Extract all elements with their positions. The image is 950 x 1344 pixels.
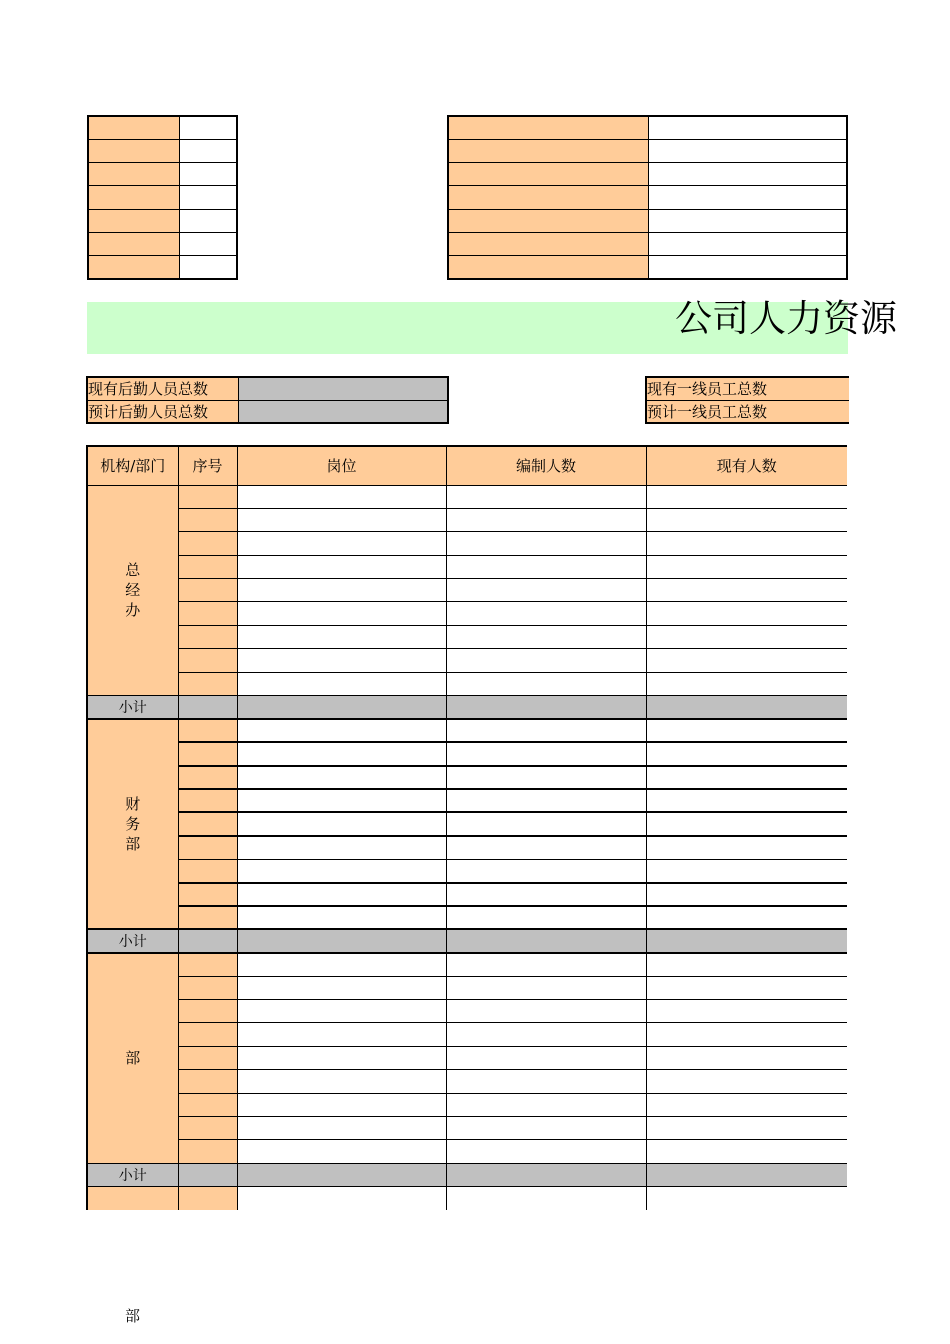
index-cell [178, 859, 237, 882]
grid-label-cell [448, 186, 648, 209]
current-cell[interactable] [646, 812, 847, 835]
quota-cell[interactable] [446, 1023, 646, 1046]
grid-label-cell [88, 139, 179, 162]
position-cell[interactable] [237, 719, 446, 742]
current-cell[interactable] [646, 1070, 847, 1093]
grid-label-cell [88, 209, 179, 232]
table-row [87, 649, 847, 672]
quota-cell[interactable] [446, 859, 646, 882]
department-cell: 总 经 办 [87, 485, 178, 696]
index-cell [178, 742, 237, 765]
table-row [87, 836, 847, 859]
department-cell: 部 [87, 953, 178, 1164]
quota-cell[interactable] [446, 602, 646, 625]
grid-label-cell [448, 163, 648, 186]
quota-cell[interactable] [446, 766, 646, 789]
position-cell[interactable] [237, 883, 446, 906]
index-cell [178, 625, 237, 648]
table-row [87, 672, 847, 695]
position-cell[interactable] [237, 1140, 446, 1163]
position-cell[interactable] [237, 1023, 446, 1046]
position-cell[interactable] [237, 906, 446, 929]
page-title: 公司人力资源 [675, 297, 897, 340]
subtotal-cell [237, 696, 446, 719]
position-cell[interactable] [237, 579, 446, 602]
index-cell [178, 579, 237, 602]
position-cell[interactable] [237, 836, 446, 859]
header-position: 岗位 [237, 446, 446, 485]
current-cell[interactable] [646, 859, 847, 882]
table-row [87, 1046, 847, 1069]
summary-label: 预计后勤人员总数 [87, 400, 238, 423]
index-cell [178, 1093, 237, 1116]
table-row [87, 812, 847, 835]
grid-label-cell [448, 139, 648, 162]
grid-value-cell[interactable] [648, 186, 847, 209]
position-cell[interactable] [237, 672, 446, 695]
position-cell[interactable] [237, 1000, 446, 1023]
position-cell[interactable] [237, 1093, 446, 1116]
index-cell [178, 508, 237, 531]
position-cell[interactable] [237, 766, 446, 789]
quota-cell[interactable] [446, 789, 646, 812]
index-cell [178, 883, 237, 906]
current-cell[interactable] [646, 1140, 847, 1163]
grid-label-cell [88, 186, 179, 209]
quota-cell[interactable] [446, 579, 646, 602]
subtotal-row [87, 929, 847, 952]
grid-label-cell [88, 256, 179, 279]
quota-cell[interactable] [446, 508, 646, 531]
quota-cell[interactable] [446, 953, 646, 976]
current-cell[interactable] [646, 672, 847, 695]
quota-cell[interactable] [446, 1070, 646, 1093]
quota-cell[interactable] [446, 836, 646, 859]
table-row [87, 1023, 847, 1046]
position-cell[interactable] [237, 555, 446, 578]
quota-cell[interactable] [446, 625, 646, 648]
grid-value-cell[interactable] [648, 139, 847, 162]
position-cell[interactable] [237, 976, 446, 999]
table-row [87, 1117, 847, 1140]
index-cell [178, 836, 237, 859]
table-row [87, 1093, 847, 1116]
position-cell[interactable] [237, 649, 446, 672]
subtotal-cell [646, 696, 847, 719]
quota-cell[interactable] [446, 1187, 646, 1210]
position-cell[interactable] [237, 789, 446, 812]
grid-value-cell[interactable] [179, 163, 237, 186]
index-cell [178, 812, 237, 835]
quota-cell[interactable] [446, 532, 646, 555]
grid-value-cell[interactable] [179, 209, 237, 232]
staffing-table [86, 445, 847, 1210]
grid-value-cell[interactable] [648, 256, 847, 279]
quota-cell[interactable] [446, 976, 646, 999]
subtotal-cell [178, 696, 237, 719]
table-row [87, 742, 847, 765]
summary-right [645, 376, 849, 424]
current-cell[interactable] [646, 906, 847, 929]
index-cell [178, 1070, 237, 1093]
subtotal-label: 小计 [87, 696, 178, 719]
index-cell [178, 1117, 237, 1140]
current-cell[interactable] [646, 836, 847, 859]
current-cell[interactable] [646, 1023, 847, 1046]
grid-label-cell [448, 209, 648, 232]
table-row [87, 1187, 847, 1210]
current-cell[interactable] [646, 976, 847, 999]
current-cell[interactable] [646, 579, 847, 602]
table-row [87, 859, 847, 882]
grid-label-cell [88, 116, 179, 139]
position-cell[interactable] [237, 1070, 446, 1093]
subtotal-cell [237, 1163, 446, 1186]
quota-cell[interactable] [446, 1140, 646, 1163]
current-cell[interactable] [646, 532, 847, 555]
position-cell[interactable] [237, 625, 446, 648]
department-cell: 财 务 部 [87, 719, 178, 930]
grid-label-cell [448, 116, 648, 139]
current-cell[interactable] [646, 485, 847, 508]
position-cell[interactable] [237, 485, 446, 508]
current-cell[interactable] [646, 555, 847, 578]
current-cell[interactable] [646, 625, 847, 648]
index-cell [178, 1140, 237, 1163]
index-cell [178, 602, 237, 625]
table-row [87, 976, 847, 999]
quota-cell[interactable] [446, 906, 646, 929]
index-cell [178, 532, 237, 555]
current-cell[interactable] [646, 1093, 847, 1116]
index-cell [178, 766, 237, 789]
top-right-grid [447, 115, 848, 280]
index-cell [178, 672, 237, 695]
index-cell [178, 719, 237, 742]
subtotal-row [87, 696, 847, 719]
subtotal-cell [646, 1163, 847, 1186]
index-cell [178, 976, 237, 999]
quota-cell[interactable] [446, 1093, 646, 1116]
current-cell[interactable] [646, 1187, 847, 1210]
quota-cell[interactable] [446, 485, 646, 508]
grid-label-cell [88, 163, 179, 186]
grid-value-cell[interactable] [648, 163, 847, 186]
subtotal-row [87, 1163, 847, 1186]
quota-cell[interactable] [446, 1046, 646, 1069]
subtotal-cell [646, 929, 847, 952]
table-row [87, 906, 847, 929]
grid-value-cell[interactable] [179, 232, 237, 255]
current-cell[interactable] [646, 1117, 847, 1140]
grid-value-cell[interactable] [648, 209, 847, 232]
subtotal-cell [446, 929, 646, 952]
grid-value-cell[interactable] [179, 186, 237, 209]
index-cell [178, 1023, 237, 1046]
quota-cell[interactable] [446, 812, 646, 835]
quota-cell[interactable] [446, 1000, 646, 1023]
grid-value-cell[interactable] [179, 116, 237, 139]
table-row [87, 719, 847, 742]
index-cell [178, 1187, 237, 1210]
table-row [87, 953, 847, 976]
current-cell[interactable] [646, 766, 847, 789]
table-row [87, 766, 847, 789]
grid-value-cell[interactable] [648, 232, 847, 255]
quota-cell[interactable] [446, 1117, 646, 1140]
summary-label: 预计一线员工总数 [646, 400, 849, 423]
summary-label: 现有一线员工总数 [646, 377, 849, 400]
current-cell[interactable] [646, 719, 847, 742]
table-row [87, 789, 847, 812]
quota-cell[interactable] [446, 719, 646, 742]
index-cell [178, 953, 237, 976]
table-row [87, 883, 847, 906]
current-cell[interactable] [646, 953, 847, 976]
index-cell [178, 649, 237, 672]
summary-label: 现有后勤人员总数 [87, 377, 238, 400]
position-cell[interactable] [237, 859, 446, 882]
table-row [87, 579, 847, 602]
subtotal-cell [237, 929, 446, 952]
table-row [87, 1140, 847, 1163]
index-cell [178, 1046, 237, 1069]
current-cell[interactable] [646, 602, 847, 625]
table-row [87, 602, 847, 625]
table-row [87, 508, 847, 531]
quota-cell[interactable] [446, 883, 646, 906]
header-department: 机构/部门 [87, 446, 178, 485]
quota-cell[interactable] [446, 672, 646, 695]
summary-value[interactable] [238, 377, 448, 400]
table-row [87, 1000, 847, 1023]
grid-label-cell [448, 256, 648, 279]
quota-cell[interactable] [446, 649, 646, 672]
position-cell[interactable] [237, 508, 446, 531]
summary-left [86, 376, 449, 424]
index-cell [178, 789, 237, 812]
table-row [87, 532, 847, 555]
current-cell[interactable] [646, 1046, 847, 1069]
quota-cell[interactable] [446, 742, 646, 765]
top-left-grid [87, 115, 238, 280]
grid-label-cell [88, 232, 179, 255]
quota-cell[interactable] [446, 555, 646, 578]
index-cell [178, 555, 237, 578]
grid-value-cell[interactable] [179, 256, 237, 279]
subtotal-label: 小计 [87, 1163, 178, 1186]
header-index: 序号 [178, 446, 237, 485]
department-cell [87, 1187, 178, 1210]
position-cell[interactable] [237, 953, 446, 976]
grid-label-cell [448, 232, 648, 255]
table-row [87, 555, 847, 578]
subtotal-cell [178, 929, 237, 952]
index-cell [178, 1000, 237, 1023]
summary-value[interactable] [238, 400, 448, 423]
grid-value-cell[interactable] [179, 139, 237, 162]
subtotal-cell [178, 1163, 237, 1186]
current-cell[interactable] [646, 1000, 847, 1023]
index-cell [178, 485, 237, 508]
current-cell[interactable] [646, 649, 847, 672]
position-cell[interactable] [237, 1117, 446, 1140]
grid-value-cell[interactable] [648, 116, 847, 139]
index-cell [178, 906, 237, 929]
position-cell[interactable] [237, 1046, 446, 1069]
header-current: 现有人数 [646, 446, 847, 485]
subtotal-cell [446, 696, 646, 719]
table-row [87, 1070, 847, 1093]
subtotal-label: 小计 [87, 929, 178, 952]
table-row [87, 485, 847, 508]
current-cell[interactable] [646, 789, 847, 812]
current-cell[interactable] [646, 508, 847, 531]
current-cell[interactable] [646, 883, 847, 906]
position-cell[interactable] [237, 1187, 446, 1210]
footer-department-label: 部 [125, 1307, 141, 1325]
position-cell[interactable] [237, 532, 446, 555]
subtotal-cell [446, 1163, 646, 1186]
position-cell[interactable] [237, 602, 446, 625]
position-cell[interactable] [237, 812, 446, 835]
current-cell[interactable] [646, 742, 847, 765]
position-cell[interactable] [237, 742, 446, 765]
header-quota: 编制人数 [446, 446, 646, 485]
table-row [87, 625, 847, 648]
